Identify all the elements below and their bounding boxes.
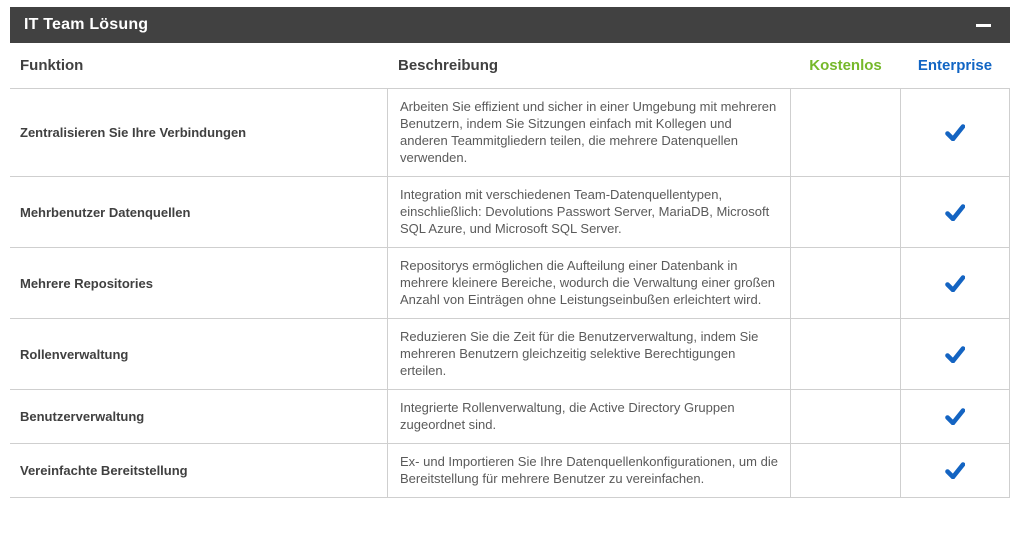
table-row — [10, 319, 1010, 390]
feature-description: Integrierte Rollenverwaltung, die Active Directory Gruppen zugeordnet sind. — [387, 390, 791, 443]
enterprise-cell — [900, 319, 1010, 389]
kostenlos-cell — [791, 444, 900, 497]
enterprise-cell — [900, 390, 1010, 443]
enterprise-cell — [900, 177, 1010, 247]
kostenlos-cell — [791, 248, 900, 318]
enterprise-cell — [900, 248, 1010, 318]
column-header-kostenlos: Kostenlos — [809, 57, 882, 74]
feature-name: Vereinfachte Bereitstellung — [20, 463, 188, 478]
kostenlos-cell — [791, 89, 900, 176]
feature-description: Integration mit verschiedenen Team-Datenquellentypen, einschließlich: Devolutions Passwort Server, MariaDB, Microsoft SQL Azure, und Microsoft SQL Server. — [387, 177, 791, 247]
feature-name: Benutzerverwaltung — [20, 409, 145, 424]
checkmark-icon — [945, 275, 965, 292]
enterprise-cell — [900, 444, 1010, 497]
collapse-button[interactable] — [973, 15, 993, 35]
checkmark-icon — [945, 346, 965, 363]
enterprise-cell — [900, 89, 1010, 176]
checkmark-icon — [945, 124, 965, 141]
feature-name: Rollenverwaltung — [20, 346, 129, 362]
column-header-beschreibung: Beschreibung — [398, 57, 499, 74]
minus-icon — [976, 24, 991, 27]
column-header-enterprise: Enterprise — [917, 57, 993, 74]
feature-name: Mehrere Repositories — [20, 275, 153, 291]
table-row — [10, 248, 1010, 319]
table-header-row — [10, 43, 1010, 89]
column-header-funktion: Funktion — [20, 57, 84, 74]
table-row — [10, 444, 1010, 498]
kostenlos-cell — [791, 177, 900, 247]
checkmark-icon — [945, 408, 965, 425]
feature-name: Zentralisieren Sie Ihre Verbindungen — [20, 125, 247, 140]
feature-name: Mehrbenutzer Datenquellen — [20, 204, 191, 220]
kostenlos-cell — [791, 390, 900, 443]
feature-description: Reduzieren Sie die Zeit für die Benutzerverwaltung, indem Sie mehreren Benutzern gleichzeitig selektive Berechtigungen erteilen. — [387, 319, 791, 389]
feature-description: Arbeiten Sie effizient und sicher in einer Umgebung mit mehreren Benutzern, indem Sie Sitzungen einfach mit Kollegen und anderen Teammitgliedern teilen, die mehrere Datenquellen verwenden. — [387, 89, 791, 176]
feature-description: Repositorys ermöglichen die Aufteilung einer Datenbank in mehrere kleinere Bereiche, wodurch die Verwaltung einer großen Anzahl von Einträgen ohne Leistungseinbußen erleichtert wird. — [387, 248, 791, 318]
checkmark-icon — [945, 204, 965, 221]
panel-title: IT Team Lösung — [24, 16, 149, 33]
feature-comparison-panel — [10, 7, 1010, 498]
panel-header[interactable] — [10, 7, 1010, 43]
table-row — [10, 390, 1010, 444]
kostenlos-cell — [791, 319, 900, 389]
feature-description: Ex- und Importieren Sie Ihre Datenquellenkonfigurationen, um die Bereitstellung für mehrere Benutzer zu vereinfachen. — [387, 444, 791, 497]
table-row — [10, 177, 1010, 248]
table-body — [10, 89, 1010, 498]
table-row — [10, 89, 1010, 177]
checkmark-icon — [945, 462, 965, 479]
